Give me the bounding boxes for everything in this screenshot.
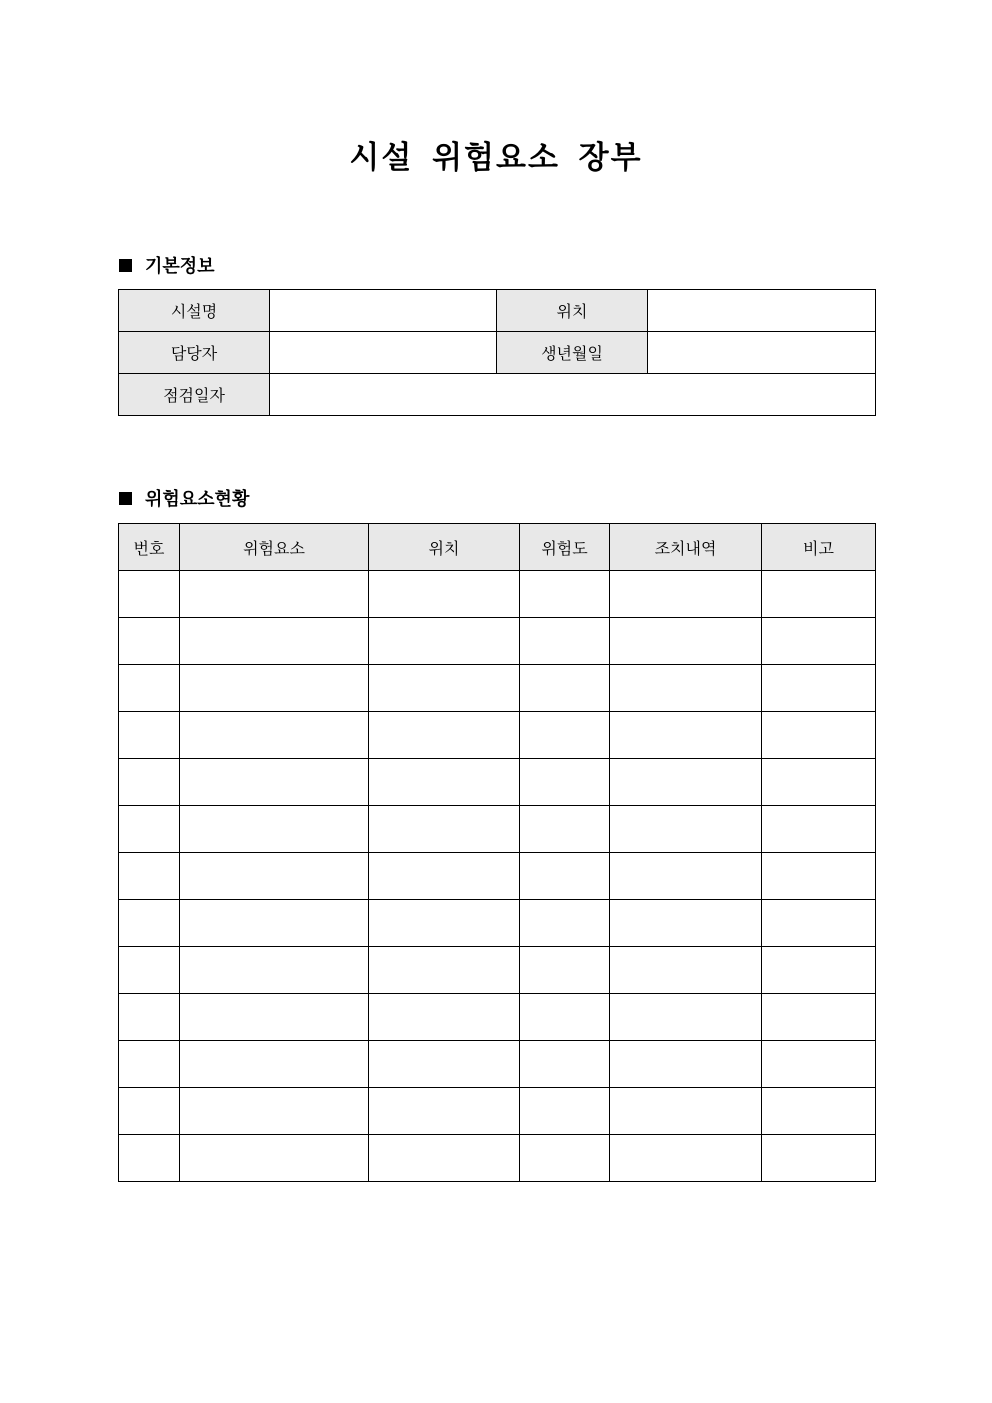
location-cell[interactable] bbox=[369, 1088, 520, 1135]
square-bullet-icon bbox=[119, 259, 132, 272]
location-field[interactable] bbox=[648, 290, 876, 332]
number-cell[interactable] bbox=[119, 712, 180, 759]
number-cell[interactable] bbox=[119, 806, 180, 853]
action-taken-cell[interactable] bbox=[610, 1041, 762, 1088]
risk-factor-cell[interactable] bbox=[180, 618, 369, 665]
risk-level-cell[interactable] bbox=[520, 900, 610, 947]
table-row bbox=[119, 1135, 876, 1182]
location-cell[interactable] bbox=[369, 853, 520, 900]
risk-level-cell[interactable] bbox=[520, 571, 610, 618]
inspection-date-field[interactable] bbox=[270, 374, 876, 416]
location-cell[interactable] bbox=[369, 806, 520, 853]
risk-level-cell[interactable] bbox=[520, 618, 610, 665]
table-row bbox=[119, 900, 876, 947]
table-row bbox=[119, 1088, 876, 1135]
column-header-number: 번호 bbox=[119, 524, 180, 571]
risk-factor-cell[interactable] bbox=[180, 1041, 369, 1088]
column-header-action-taken: 조치내역 bbox=[610, 524, 762, 571]
remarks-cell[interactable] bbox=[762, 806, 876, 853]
risk-factor-cell[interactable] bbox=[180, 806, 369, 853]
facility-name-field[interactable] bbox=[270, 290, 497, 332]
location-cell[interactable] bbox=[369, 947, 520, 994]
section-heading-label: 기본정보 bbox=[145, 256, 215, 277]
number-cell[interactable] bbox=[119, 1041, 180, 1088]
table-row bbox=[119, 374, 876, 416]
remarks-cell[interactable] bbox=[762, 618, 876, 665]
location-cell[interactable] bbox=[369, 1135, 520, 1182]
basic-info-table bbox=[118, 289, 876, 416]
square-bullet-icon bbox=[119, 492, 132, 505]
location-cell[interactable] bbox=[369, 1041, 520, 1088]
table-row bbox=[119, 332, 876, 374]
remarks-cell[interactable] bbox=[762, 1041, 876, 1088]
action-taken-cell[interactable] bbox=[610, 806, 762, 853]
location-cell[interactable] bbox=[369, 665, 520, 712]
action-taken-cell[interactable] bbox=[610, 1088, 762, 1135]
number-cell[interactable] bbox=[119, 853, 180, 900]
action-taken-cell[interactable] bbox=[610, 759, 762, 806]
remarks-cell[interactable] bbox=[762, 900, 876, 947]
risk-factor-cell[interactable] bbox=[180, 900, 369, 947]
table-header-row bbox=[119, 524, 876, 571]
table-row bbox=[119, 853, 876, 900]
table-row bbox=[119, 618, 876, 665]
action-taken-cell[interactable] bbox=[610, 947, 762, 994]
action-taken-cell[interactable] bbox=[610, 853, 762, 900]
location-cell[interactable] bbox=[369, 618, 520, 665]
manager-label: 담당자 bbox=[119, 332, 270, 374]
birthdate-label: 생년월일 bbox=[497, 332, 648, 374]
risk-level-cell[interactable] bbox=[520, 1135, 610, 1182]
remarks-cell[interactable] bbox=[762, 665, 876, 712]
remarks-cell[interactable] bbox=[762, 1088, 876, 1135]
table-row bbox=[119, 994, 876, 1041]
risk-factor-cell[interactable] bbox=[180, 712, 369, 759]
risk-factor-cell[interactable] bbox=[180, 571, 369, 618]
page-title: 시설 위험요소 장부 bbox=[349, 140, 643, 176]
risk-factor-cell[interactable] bbox=[180, 1135, 369, 1182]
remarks-cell[interactable] bbox=[762, 853, 876, 900]
remarks-cell[interactable] bbox=[762, 712, 876, 759]
remarks-cell[interactable] bbox=[762, 994, 876, 1041]
birthdate-field[interactable] bbox=[648, 332, 876, 374]
table-row bbox=[119, 290, 876, 332]
number-cell[interactable] bbox=[119, 1135, 180, 1182]
facility-name-label: 시설명 bbox=[119, 290, 270, 332]
number-cell[interactable] bbox=[119, 571, 180, 618]
action-taken-cell[interactable] bbox=[610, 900, 762, 947]
table-row bbox=[119, 1041, 876, 1088]
column-header-location: 위치 bbox=[369, 524, 520, 571]
remarks-cell[interactable] bbox=[762, 947, 876, 994]
number-cell[interactable] bbox=[119, 947, 180, 994]
risk-level-cell[interactable] bbox=[520, 712, 610, 759]
risk-factor-cell[interactable] bbox=[180, 947, 369, 994]
action-taken-cell[interactable] bbox=[610, 665, 762, 712]
risk-factor-cell[interactable] bbox=[180, 1088, 369, 1135]
action-taken-cell[interactable] bbox=[610, 994, 762, 1041]
action-taken-cell[interactable] bbox=[610, 618, 762, 665]
risk-factor-cell[interactable] bbox=[180, 853, 369, 900]
number-cell[interactable] bbox=[119, 618, 180, 665]
number-cell[interactable] bbox=[119, 1088, 180, 1135]
table-row bbox=[119, 665, 876, 712]
number-cell[interactable] bbox=[119, 759, 180, 806]
section-heading-label: 위험요소현황 bbox=[145, 489, 250, 510]
risk-level-cell[interactable] bbox=[520, 1041, 610, 1088]
remarks-cell[interactable] bbox=[762, 1135, 876, 1182]
location-label: 위치 bbox=[497, 290, 648, 332]
location-cell[interactable] bbox=[369, 712, 520, 759]
action-taken-cell[interactable] bbox=[610, 712, 762, 759]
action-taken-cell[interactable] bbox=[610, 571, 762, 618]
manager-field[interactable] bbox=[270, 332, 497, 374]
risk-level-cell[interactable] bbox=[520, 665, 610, 712]
risk-level-cell[interactable] bbox=[520, 759, 610, 806]
number-cell[interactable] bbox=[119, 900, 180, 947]
column-header-remarks: 비고 bbox=[762, 524, 876, 571]
risk-level-cell[interactable] bbox=[520, 853, 610, 900]
risk-level-cell[interactable] bbox=[520, 1088, 610, 1135]
table-row bbox=[119, 712, 876, 759]
risk-table-body bbox=[119, 571, 876, 1182]
table-row bbox=[119, 947, 876, 994]
risk-factor-cell[interactable] bbox=[180, 994, 369, 1041]
number-cell[interactable] bbox=[119, 994, 180, 1041]
table-row bbox=[119, 806, 876, 853]
section-heading-basic-info bbox=[119, 252, 215, 278]
inspection-date-label: 점검일자 bbox=[119, 374, 270, 416]
section-heading-risk-status bbox=[119, 485, 249, 511]
table-row bbox=[119, 571, 876, 618]
location-cell[interactable] bbox=[369, 759, 520, 806]
remarks-cell[interactable] bbox=[762, 759, 876, 806]
column-header-risk-factor: 위험요소 bbox=[180, 524, 369, 571]
risk-factor-cell[interactable] bbox=[180, 759, 369, 806]
location-cell[interactable] bbox=[369, 571, 520, 618]
location-cell[interactable] bbox=[369, 994, 520, 1041]
risk-status-table bbox=[118, 523, 876, 1182]
risk-factor-cell[interactable] bbox=[180, 665, 369, 712]
action-taken-cell[interactable] bbox=[610, 1135, 762, 1182]
risk-level-cell[interactable] bbox=[520, 806, 610, 853]
remarks-cell[interactable] bbox=[762, 571, 876, 618]
location-cell[interactable] bbox=[369, 900, 520, 947]
number-cell[interactable] bbox=[119, 665, 180, 712]
table-row bbox=[119, 759, 876, 806]
column-header-risk-level: 위험도 bbox=[520, 524, 610, 571]
risk-level-cell[interactable] bbox=[520, 947, 610, 994]
risk-level-cell[interactable] bbox=[520, 994, 610, 1041]
